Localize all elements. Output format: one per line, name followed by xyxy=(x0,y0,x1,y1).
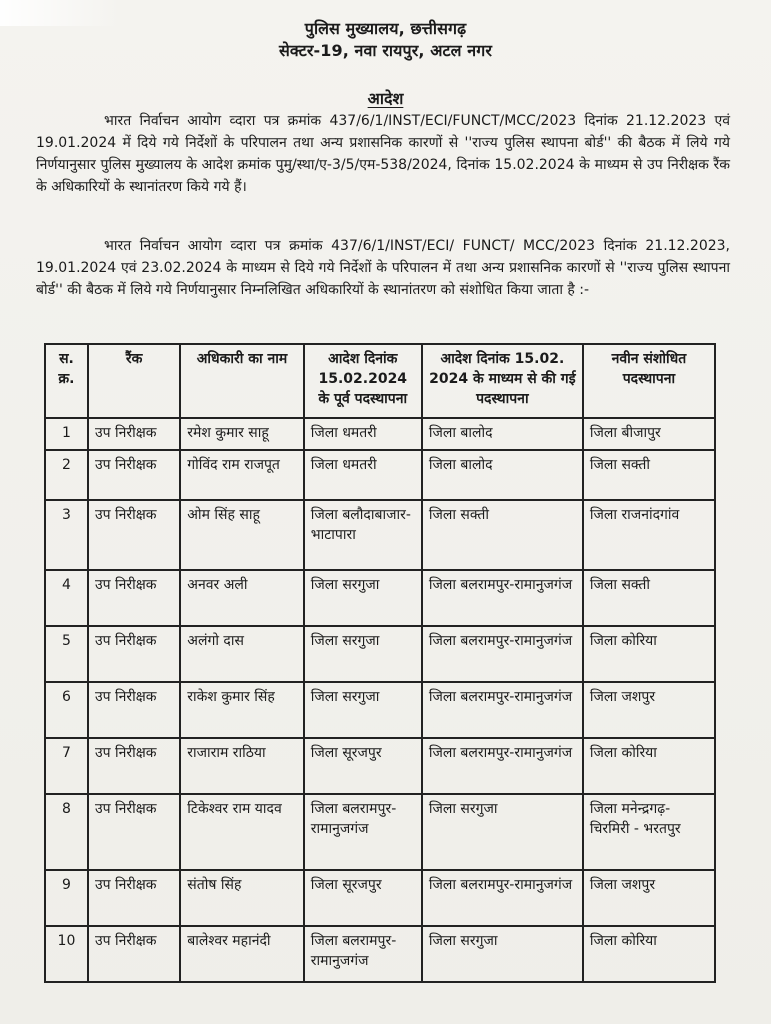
paragraph-1: भारत निर्वाचन आयोग व्दारा पत्र क्रमांक 437/6/1/INST/ECI/FUNCT/MCC/2023 दिनांक 21.12.2023 एवं 19.01.2024 में दिये गये निर्देशों के परिपालन तथा अन्य प्रशासनिक कारणों से ''राज्य पुलिस स्थापना बोर्ड'' की बैठक में लिये गये निर्णयानुसार पुलिस मुख्यालय के आदेश क्रमांक पुमु/स्था/ए-3/5/एम-538/2024, दिनांक 15.02.2024 के माध्यम से उप निरीक्षक रैंक के अधिकारियों के स्थानांतरण किये गये हैं। xyxy=(36,113,730,195)
cell-previous: जिला धमतरी xyxy=(304,418,422,450)
cell-serial: 2 xyxy=(45,450,88,500)
cell-serial: 7 xyxy=(45,738,88,794)
cell-revised: जिला जशपुर xyxy=(583,682,715,738)
table-header-row xyxy=(45,344,715,418)
cell-name: रमेश कुमार साहू xyxy=(180,418,303,450)
table-row xyxy=(45,794,715,870)
cell-previous: जिला सूरजपुर xyxy=(304,870,422,926)
cell-ordered: जिला सरगुजा xyxy=(422,926,583,982)
cell-rank: उप निरीक्षक xyxy=(88,794,180,870)
header-serial: स. क्र. xyxy=(45,344,88,418)
cell-previous: जिला सरगुजा xyxy=(304,626,422,682)
office-address: सेक्टर-19, नवा रायपुर, अटल नगर xyxy=(278,41,493,60)
cell-revised: जिला सक्ती xyxy=(583,450,715,500)
cell-previous: जिला सरगुजा xyxy=(304,570,422,626)
cell-rank: उप निरीक्षक xyxy=(88,418,180,450)
title-text: आदेश xyxy=(367,89,404,108)
cell-rank: उप निरीक्षक xyxy=(88,682,180,738)
cell-rank: उप निरीक्षक xyxy=(88,500,180,570)
table-row xyxy=(45,926,715,982)
cell-serial: 3 xyxy=(45,500,88,570)
cell-previous: जिला सरगुजा xyxy=(304,682,422,738)
cell-ordered: जिला बलरामपुर-रामानुजगंज xyxy=(422,570,583,626)
cell-ordered: जिला सक्ती xyxy=(422,500,583,570)
cell-revised: जिला राजनांदगांव xyxy=(583,500,715,570)
cell-name: संतोष सिंह xyxy=(180,870,303,926)
cell-previous: जिला बलरामपुर- रामानुजगंज xyxy=(304,926,422,982)
cell-name: राजाराम राठिया xyxy=(180,738,303,794)
cell-revised: जिला कोरिया xyxy=(583,926,715,982)
cell-revised: जिला बीजापुर xyxy=(583,418,715,450)
cell-serial: 4 xyxy=(45,570,88,626)
cell-revised: जिला जशपुर xyxy=(583,870,715,926)
letterhead xyxy=(0,18,771,62)
cell-serial: 10 xyxy=(45,926,88,982)
table-row xyxy=(45,450,715,500)
header-previous-posting: आदेश दिनांक 15.02.2024 के पूर्व पदस्थापना xyxy=(304,344,422,418)
cell-name: गोविंद राम राजपूत xyxy=(180,450,303,500)
cell-ordered: जिला बलरामपुर-रामानुजगंज xyxy=(422,870,583,926)
cell-ordered: जिला बालोद xyxy=(422,418,583,450)
cell-rank: उप निरीक्षक xyxy=(88,626,180,682)
cell-rank: उप निरीक्षक xyxy=(88,450,180,500)
paragraph-2: भारत निर्वाचन आयोग व्दारा पत्र क्रमांक 437/6/1/INST/ECI/ FUNCT/ MCC/2023 दिनांक 21.12.2023, 19.01.2024 एवं 23.02.2024 के माध्यम से दिये गये निर्देशों के परिपालन में तथा अन्य प्रशासनिक कारणों से ''राज्य पुलिस स्थापना बोर्ड'' की बैठक में लिये गये निर्णयानुसार निम्नलिखित अधिकारियों के स्थानांतरण को संशोधित किया जाता है :- xyxy=(36,238,730,298)
document-title xyxy=(0,88,771,110)
table-row xyxy=(45,626,715,682)
cell-ordered: जिला बलरामपुर-रामानुजगंज xyxy=(422,682,583,738)
table-row xyxy=(45,500,715,570)
header-rank: रैंक xyxy=(88,344,180,418)
cell-ordered: जिला बलरामपुर-रामानुजगंज xyxy=(422,738,583,794)
cell-ordered: जिला सरगुजा xyxy=(422,794,583,870)
header-revised-posting: नवीन संशोधित पदस्थापना xyxy=(583,344,715,418)
header-officer-name: अधिकारी का नाम xyxy=(180,344,303,418)
cell-serial: 1 xyxy=(45,418,88,450)
cell-rank: उप निरीक्षक xyxy=(88,926,180,982)
cell-rank: उप निरीक्षक xyxy=(88,738,180,794)
table-row xyxy=(45,870,715,926)
cell-name: ओम सिंह साहू xyxy=(180,500,303,570)
cell-revised: जिला कोरिया xyxy=(583,738,715,794)
cell-name: राकेश कुमार सिंह xyxy=(180,682,303,738)
table-row xyxy=(45,418,715,450)
office-name: पुलिस मुख्यालय, छत्तीसगढ़ xyxy=(304,19,467,38)
cell-revised: जिला सक्ती xyxy=(583,570,715,626)
cell-rank: उप निरीक्षक xyxy=(88,570,180,626)
cell-serial: 5 xyxy=(45,626,88,682)
cell-ordered: जिला बलरामपुर-रामानुजगंज xyxy=(422,626,583,682)
cell-revised: जिला कोरिया xyxy=(583,626,715,682)
cell-name: अनवर अली xyxy=(180,570,303,626)
cell-serial: 6 xyxy=(45,682,88,738)
cell-revised: जिला मनेन्द्रगढ़-चिरमिरी - भरतपुर xyxy=(583,794,715,870)
table-row xyxy=(45,738,715,794)
table-row xyxy=(45,570,715,626)
cell-previous: जिला बलरामपुर- रामानुजगंज xyxy=(304,794,422,870)
header-ordered-posting: आदेश दिनांक 15.02. 2024 के माध्यम से की गई पदस्थापना xyxy=(422,344,583,418)
cell-previous: जिला बलौदाबाजार- भाटापारा xyxy=(304,500,422,570)
table-row xyxy=(45,682,715,738)
cell-previous: जिला धमतरी xyxy=(304,450,422,500)
cell-serial: 8 xyxy=(45,794,88,870)
cell-previous: जिला सूरजपुर xyxy=(304,738,422,794)
cell-name: बालेश्वर महानंदी xyxy=(180,926,303,982)
transfer-table-wrapper xyxy=(44,343,716,983)
cell-name: अलंगो दास xyxy=(180,626,303,682)
transfer-table xyxy=(44,343,716,983)
cell-ordered: जिला बालोद xyxy=(422,450,583,500)
cell-name: टिकेश्वर राम यादव xyxy=(180,794,303,870)
cell-rank: उप निरीक्षक xyxy=(88,870,180,926)
cell-serial: 9 xyxy=(45,870,88,926)
